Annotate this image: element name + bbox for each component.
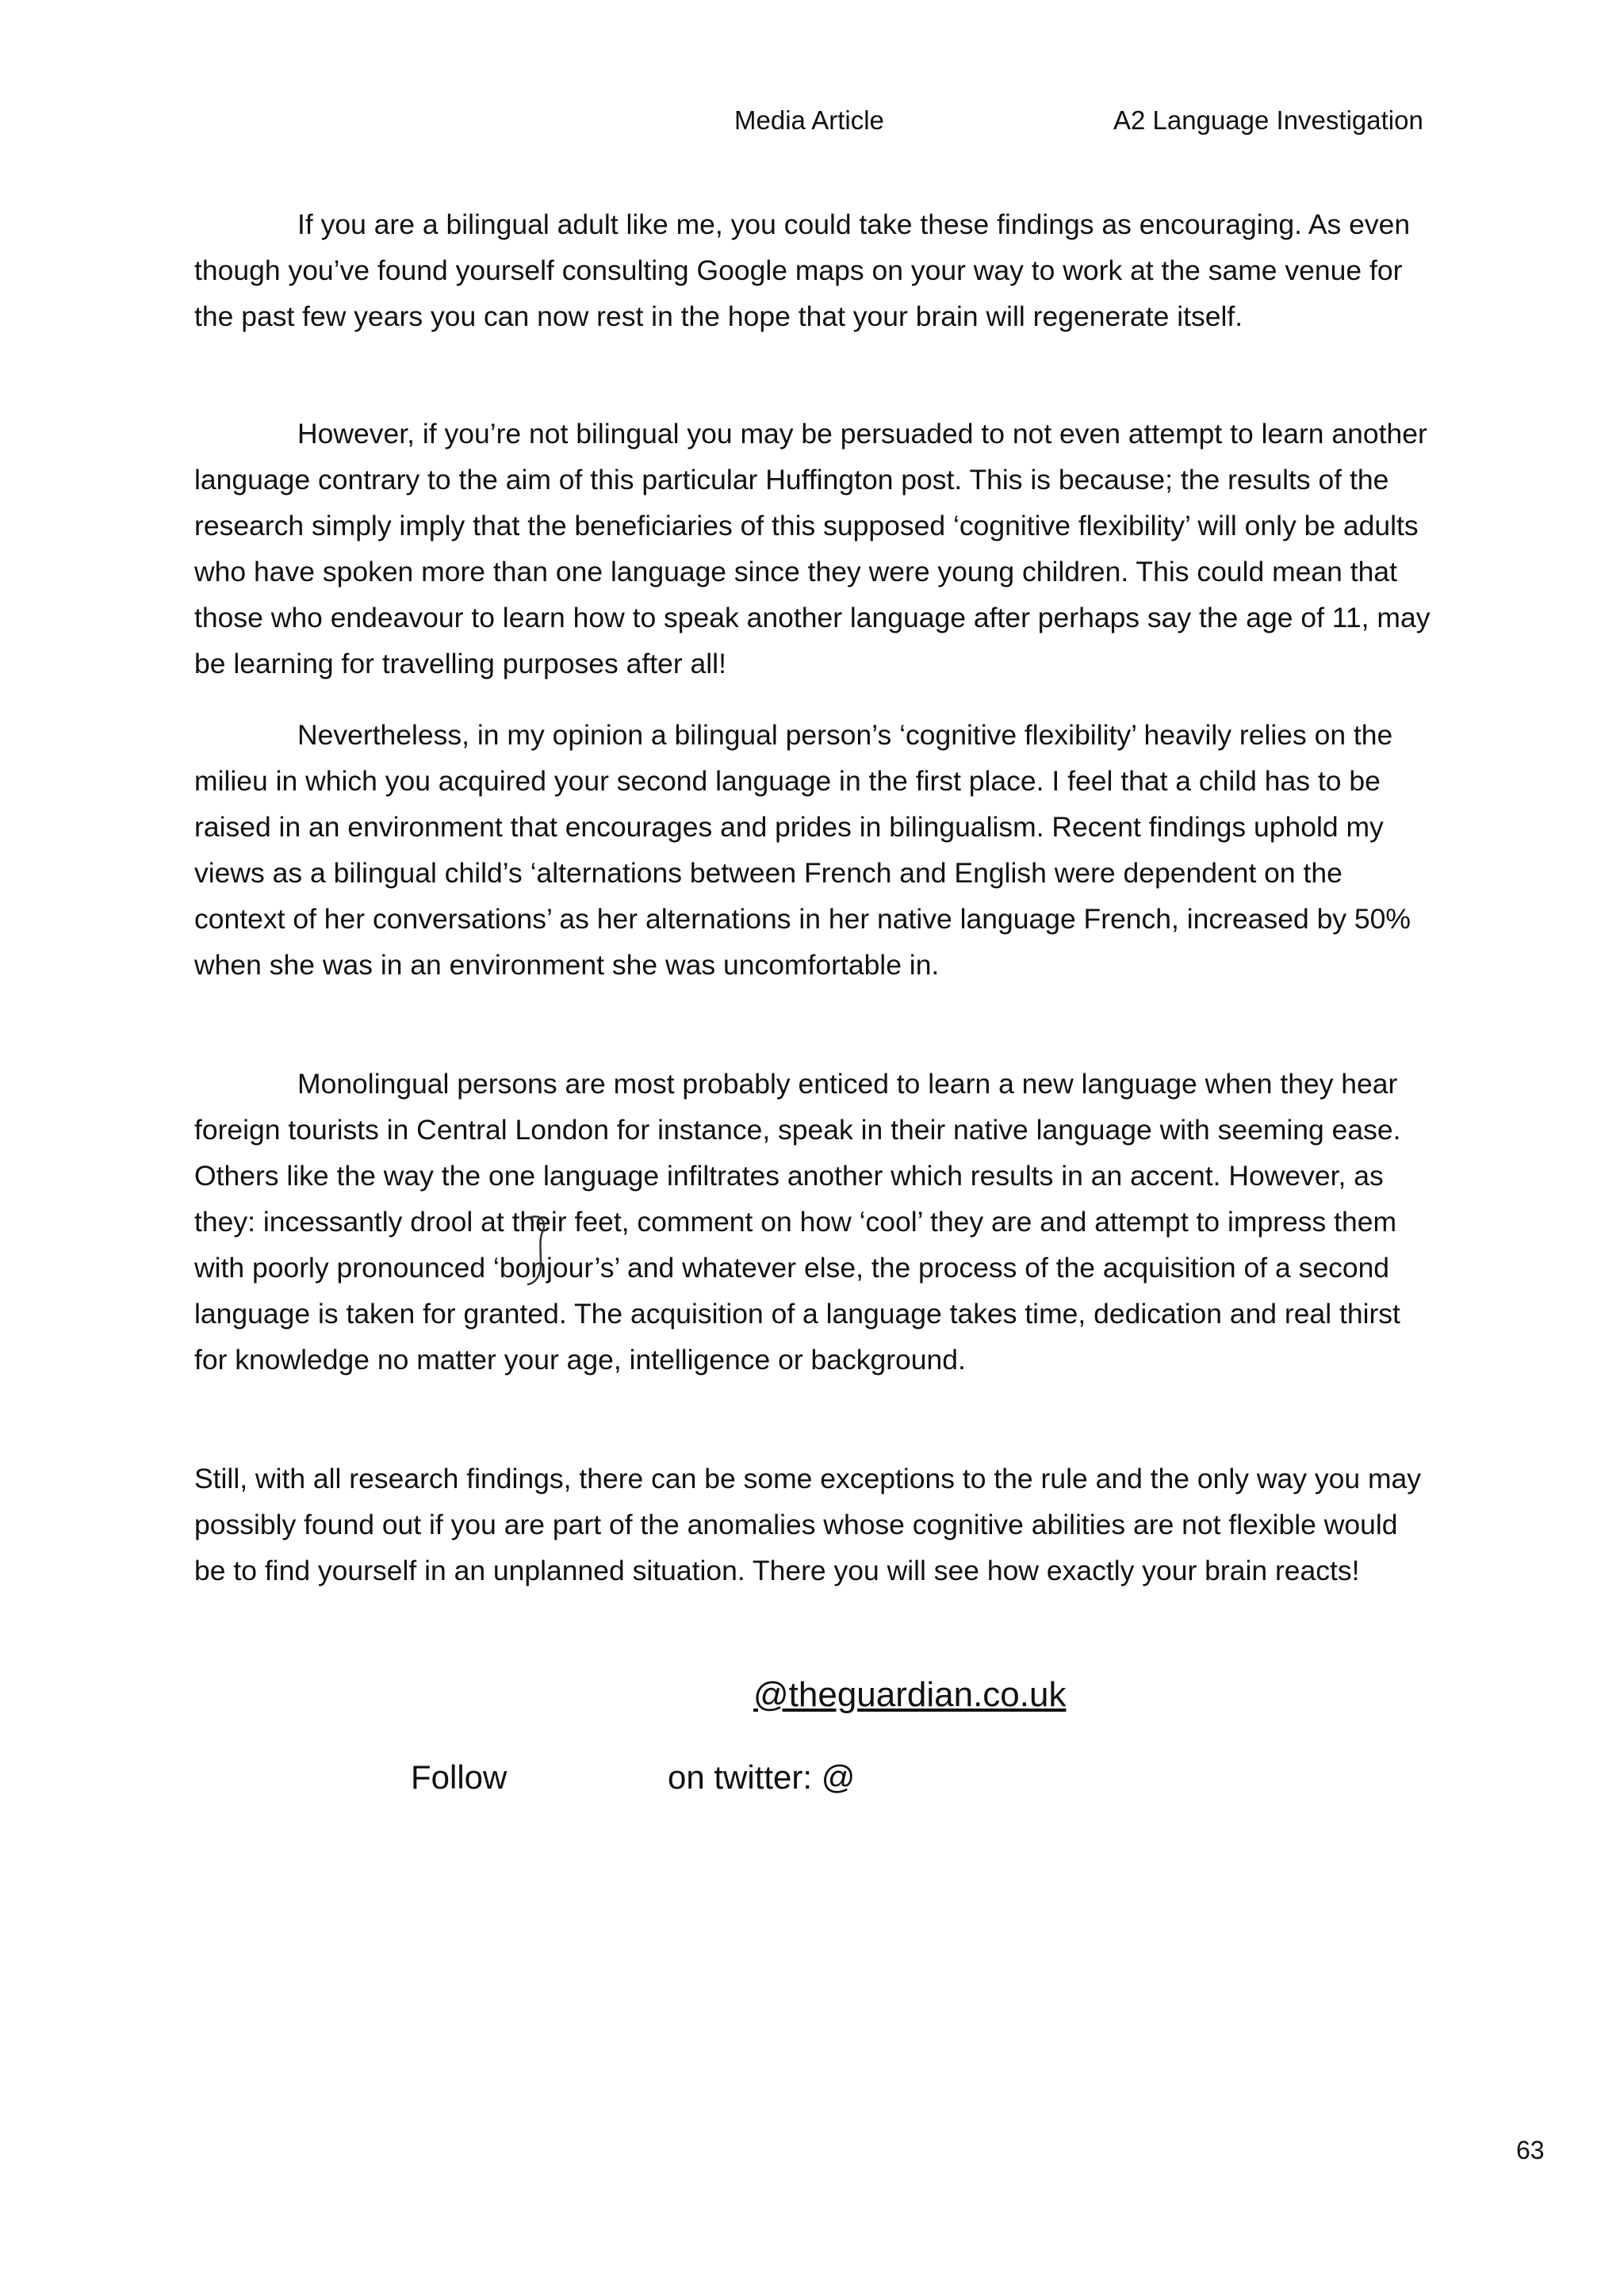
paragraph-2: However, if you’re not bilingual you may be persuaded to not even attempt to learn another language contrary to the aim of this particular Huffington post. This is because; the results of the research simply imply that the beneficiaries of this supposed ‘cognitive flexibility’ will only be adults who have spoken more than one language since they were young children. This could mean that those who endeavour to learn how to speak another language after perhaps say the age of 11, may be learning for travelling purposes after all!: [194, 418, 1431, 679]
follow-label: Follow: [411, 1758, 508, 1796]
guardian-link[interactable]: @theguardian.co.uk: [753, 1675, 1067, 1714]
handwritten-bracket-mark: [523, 1211, 555, 1291]
paragraph-4: Monolingual persons are most probably enticed to learn a new language when they hear foreign tourists in Central London for instance, speak in their native language with seeming ease. Others like the way the one language infiltrates another which results in an accent. However, as they: incessantly drool at their feet, comment on how ‘cool’ they are and attempt to impress them with poorly pronounced ‘bonjour’s’ and whatever else, the process of the acquisition of a second language is taken for granted. The acquisition of a language takes time, dedication and real thirst for knowledge no matter your age, intelligence or background.: [194, 1068, 1401, 1376]
paragraph-3: Nevertheless, in my opinion a bilingual person’s ‘cognitive flexibility’ heavily relies on the milieu in which you acquired your second language in the first place. I feel that a child has to be raised in an environment that encourages and prides in bilingualism. Recent findings uphold my views as a bilingual child’s ‘alternations between French and English were dependent on the context of her conversations’ as her alternations in her native language French, increased by 50% when she was in an environment she was uncomfortable in.: [194, 719, 1411, 981]
header-media-article: Media Article: [734, 105, 884, 135]
page-number: 63: [1516, 2136, 1545, 2164]
header-investigation-title: A2 Language Investigation: [1113, 105, 1423, 135]
paragraph-1: If you are a bilingual adult like me, you could take these findings as encouraging. As even though you’ve found yourself consulting Google maps on your way to work at the same venue for the past few years you can now rest in the hope that your brain will regenerate itself.: [194, 209, 1411, 332]
paragraph-5: Still, with all research findings, there can be some exceptions to the rule and the only way you may possibly found out if you are part of the anomalies whose cognitive abilities are not flexible would be to find yourself in an unplanned situation. There you will see how exactly your brain reacts!: [194, 1463, 1422, 1586]
twitter-label: on twitter: @: [668, 1758, 856, 1796]
